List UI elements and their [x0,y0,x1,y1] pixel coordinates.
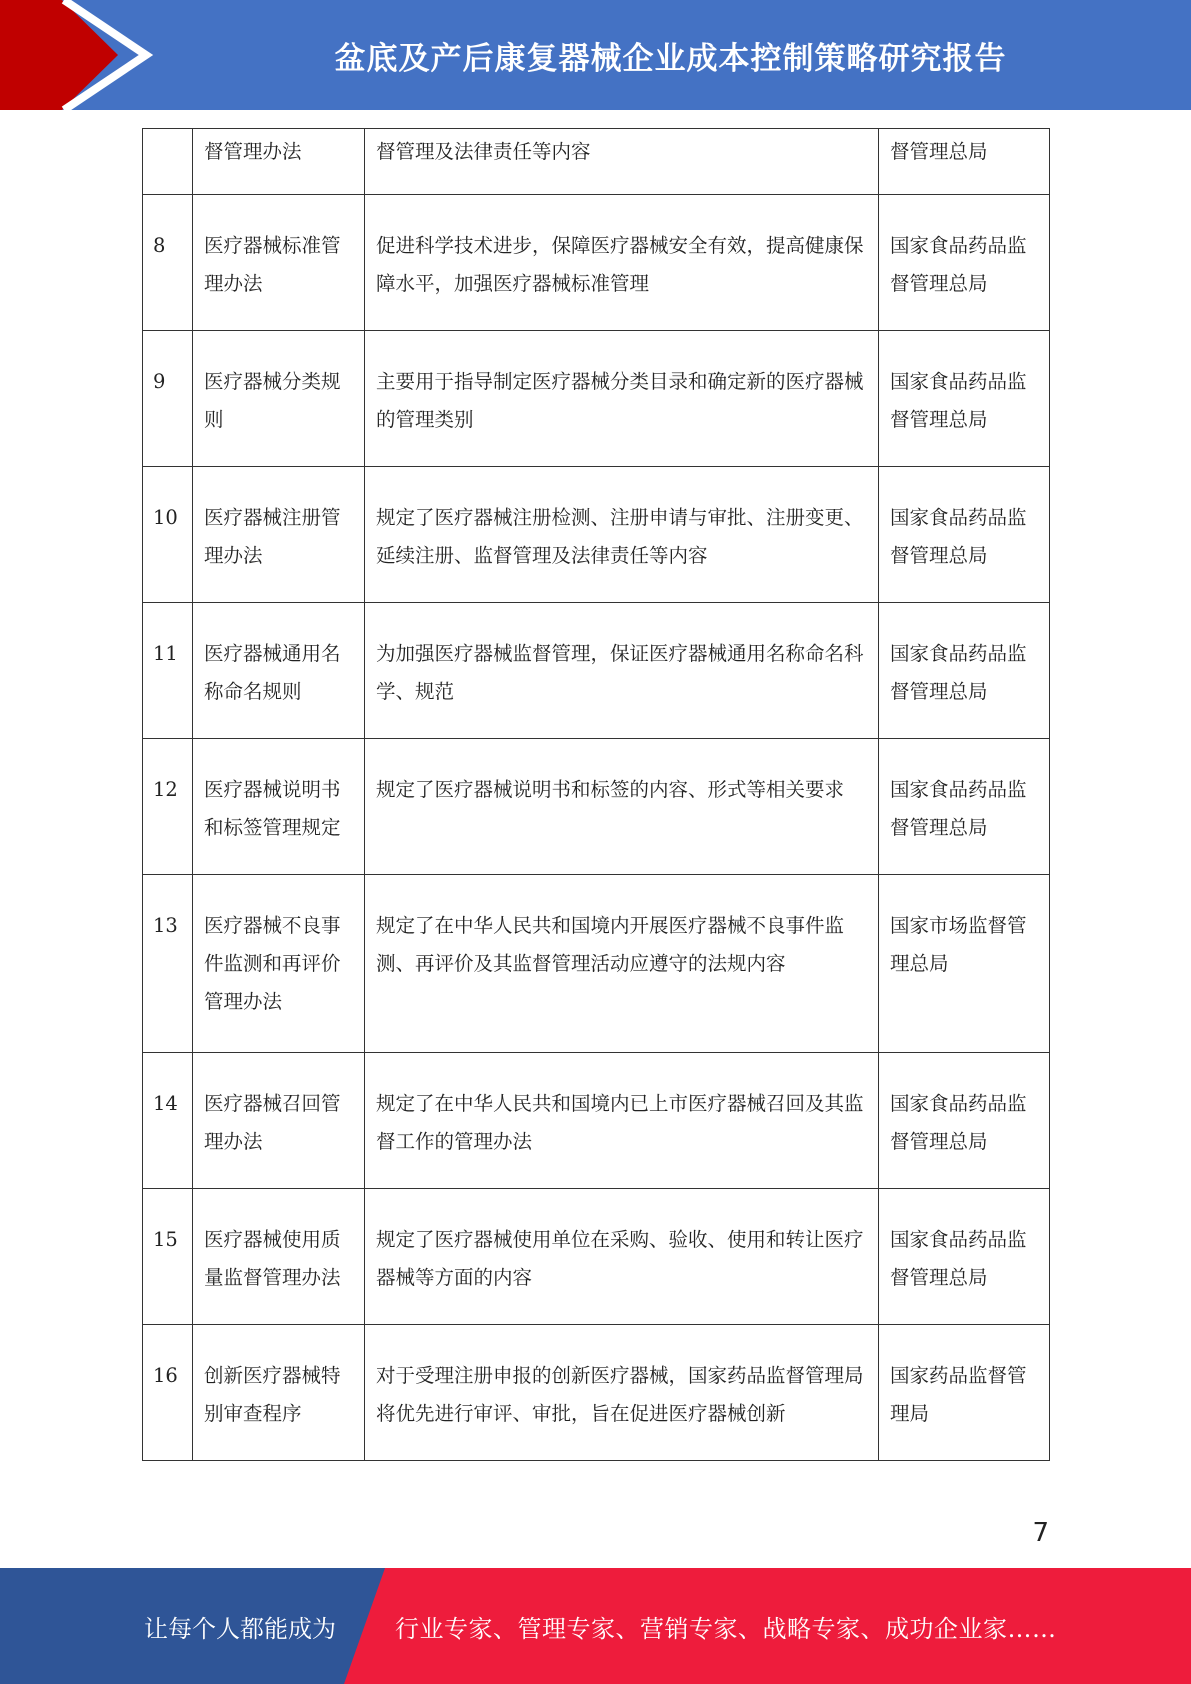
regulation-description: 对于受理注册申报的创新医疗器械，国家药品监督管理局将优先进行审评、审批，旨在促进医疗器械创新 [365,1325,879,1461]
regulation-name: 医疗器械召回管理办法 [193,1053,365,1189]
regulation-description: 规定了在中华人民共和国境内开展医疗器械不良事件监测、再评价及其监督管理活动应遵守的法规内容 [365,875,879,1053]
regulation-name: 创新医疗器械特别审查程序 [193,1325,365,1461]
table-row [143,195,1050,331]
regulations-table [142,128,1049,1461]
issuing-authority: 国家食品药品监督管理总局 [879,195,1050,331]
regulation-description: 主要用于指导制定医疗器械分类目录和确定新的医疗器械的管理类别 [365,331,879,467]
row-number: 16 [143,1325,193,1461]
footer-slogan-left: 让每个人都能成为 [144,1614,336,1643]
row-number [143,129,193,195]
row-number: 15 [143,1189,193,1325]
row-number: 9 [143,331,193,467]
issuing-authority: 国家食品药品监督管理总局 [879,739,1050,875]
row-number: 13 [143,875,193,1053]
issuing-authority: 国家药品监督管理局 [879,1325,1050,1461]
row-number: 14 [143,1053,193,1189]
regulation-description: 促进科学技术进步，保障医疗器械安全有效，提高健康保障水平，加强医疗器械标准管理 [365,195,879,331]
table-row [143,129,1050,195]
issuing-authority: 国家食品药品监督管理总局 [879,1189,1050,1325]
table-row [143,1053,1050,1189]
page-footer [0,1568,1191,1684]
table-row [143,331,1050,467]
regulation-name: 医疗器械通用名称命名规则 [193,603,365,739]
row-number: 10 [143,467,193,603]
issuing-authority: 国家市场监督管理总局 [879,875,1050,1053]
row-number: 12 [143,739,193,875]
issuing-authority: 国家食品药品监督管理总局 [879,467,1050,603]
regulation-name: 医疗器械说明书和标签管理规定 [193,739,365,875]
regulation-description: 规定了医疗器械使用单位在采购、验收、使用和转让医疗器械等方面的内容 [365,1189,879,1325]
table-row [143,739,1050,875]
table-row [143,1325,1050,1461]
regulation-name: 医疗器械标准管理办法 [193,195,365,331]
regulation-description: 规定了在中华人民共和国境内已上市医疗器械召回及其监督工作的管理办法 [365,1053,879,1189]
regulation-name: 医疗器械使用质量监督管理办法 [193,1189,365,1325]
table-row [143,1189,1050,1325]
regulation-name: 医疗器械分类规则 [193,331,365,467]
issuing-authority: 国家食品药品监督管理总局 [879,603,1050,739]
regulation-name: 医疗器械注册管理办法 [193,467,365,603]
regulation-description: 规定了医疗器械注册检测、注册申请与审批、注册变更、延续注册、监督管理及法律责任等内容 [365,467,879,603]
regulation-name: 医疗器械不良事件监测和再评价管理办法 [193,875,365,1053]
page-header [0,0,1191,110]
table-row [143,875,1050,1053]
page-number: 7 [1032,1518,1049,1548]
regulation-name: 督管理办法 [193,129,365,195]
report-title: 盆底及产后康复器械企业成本控制策略研究报告 [334,40,1007,77]
regulation-description: 督管理及法律责任等内容 [365,129,879,195]
row-number: 11 [143,603,193,739]
footer-slogan-right: 行业专家、管理专家、营销专家、战略专家、成功企业家…… [395,1614,1057,1643]
table-row [143,467,1050,603]
issuing-authority: 督管理总局 [879,129,1050,195]
regulation-description: 规定了医疗器械说明书和标签的内容、形式等相关要求 [365,739,879,875]
table-row [143,603,1050,739]
header-chevron-decoration [0,0,160,110]
regulation-description: 为加强医疗器械监督管理，保证医疗器械通用名称命名科学、规范 [365,603,879,739]
row-number: 8 [143,195,193,331]
issuing-authority: 国家食品药品监督管理总局 [879,331,1050,467]
issuing-authority: 国家食品药品监督管理总局 [879,1053,1050,1189]
